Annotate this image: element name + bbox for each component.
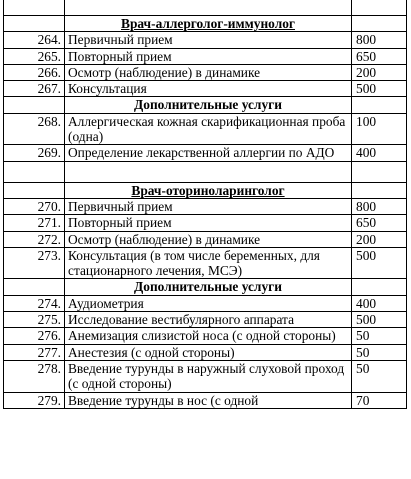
row-number: 272. <box>4 231 65 247</box>
table-row <box>4 392 407 408</box>
subsection-header-additional <box>4 279 407 295</box>
row-number: 264. <box>4 32 65 48</box>
table-row <box>4 48 407 64</box>
price-list-document <box>3 0 406 409</box>
section-title-text: Врач-оториноларинголог <box>131 182 285 198</box>
service-price: 500 <box>352 312 407 328</box>
table-row <box>4 295 407 311</box>
row-number: 266. <box>4 64 65 80</box>
row-number: 275. <box>4 312 65 328</box>
subsection-header-additional <box>4 97 407 113</box>
service-price: 200 <box>352 64 407 80</box>
table-row <box>4 113 407 145</box>
service-name: Повторный прием <box>65 48 352 64</box>
service-name: Аудиометрия <box>65 295 352 311</box>
service-price: 50 <box>352 360 407 392</box>
service-price: 50 <box>352 344 407 360</box>
table-row <box>4 247 407 279</box>
service-name: Анемизация слизистой носа (с одной стороны) <box>65 328 352 344</box>
service-name: Повторный прием <box>65 215 352 231</box>
service-name: Осмотр (наблюдение) в динамике <box>65 64 352 80</box>
row-number: 268. <box>4 113 65 145</box>
blank-row <box>4 161 407 182</box>
table-row <box>4 32 407 48</box>
service-name: Введение турунды в наружный слуховой проход (с одной стороны) <box>65 360 352 392</box>
table-row <box>4 231 407 247</box>
blank-row <box>4 0 407 16</box>
service-price: 650 <box>352 215 407 231</box>
service-name: Анестезия (с одной стороны) <box>65 344 352 360</box>
row-number: 267. <box>4 81 65 97</box>
service-name: Первичный прием <box>65 198 352 214</box>
row-number: 273. <box>4 247 65 279</box>
service-name: Первичный прием <box>65 32 352 48</box>
service-price: 800 <box>352 32 407 48</box>
service-price: 650 <box>352 48 407 64</box>
price-table <box>3 0 407 409</box>
row-number: 277. <box>4 344 65 360</box>
subsection-title: Дополнительные услуги <box>65 279 352 295</box>
service-name: Консультация <box>65 81 352 97</box>
table-row <box>4 81 407 97</box>
service-name: Введение турунды в нос (с одной <box>65 392 352 408</box>
section-title <box>65 16 352 32</box>
table-row <box>4 198 407 214</box>
service-price: 400 <box>352 295 407 311</box>
row-number: 270. <box>4 198 65 214</box>
table-row <box>4 145 407 161</box>
service-name: Исследование вестибулярного аппарата <box>65 312 352 328</box>
service-price: 200 <box>352 231 407 247</box>
row-number: 265. <box>4 48 65 64</box>
service-name: Аллергическая кожная скарификационная проба (одна) <box>65 113 352 145</box>
table-row <box>4 215 407 231</box>
section-title <box>65 182 352 198</box>
section-header-ent <box>4 182 407 198</box>
subsection-title: Дополнительные услуги <box>65 97 352 113</box>
table-row <box>4 64 407 80</box>
row-number: 276. <box>4 328 65 344</box>
section-title-text: Врач-аллерголог-иммунолог <box>121 16 295 31</box>
row-number: 274. <box>4 295 65 311</box>
row-number: 269. <box>4 145 65 161</box>
service-price: 800 <box>352 198 407 214</box>
table-row <box>4 360 407 392</box>
section-header-allergist <box>4 16 407 32</box>
table-row <box>4 312 407 328</box>
service-price: 70 <box>352 392 407 408</box>
service-price: 400 <box>352 145 407 161</box>
row-number: 271. <box>4 215 65 231</box>
service-name: Определение лекарственной аллергии по АДО <box>65 145 352 161</box>
service-name: Осмотр (наблюдение) в динамике <box>65 231 352 247</box>
row-number: 279. <box>4 392 65 408</box>
row-number: 278. <box>4 360 65 392</box>
service-name: Консультация (в том числе беременных, для стационарного лечения, МСЭ) <box>65 247 352 279</box>
service-price: 500 <box>352 247 407 279</box>
table-row <box>4 344 407 360</box>
table-row <box>4 328 407 344</box>
service-price: 50 <box>352 328 407 344</box>
service-price: 100 <box>352 113 407 145</box>
service-price: 500 <box>352 81 407 97</box>
